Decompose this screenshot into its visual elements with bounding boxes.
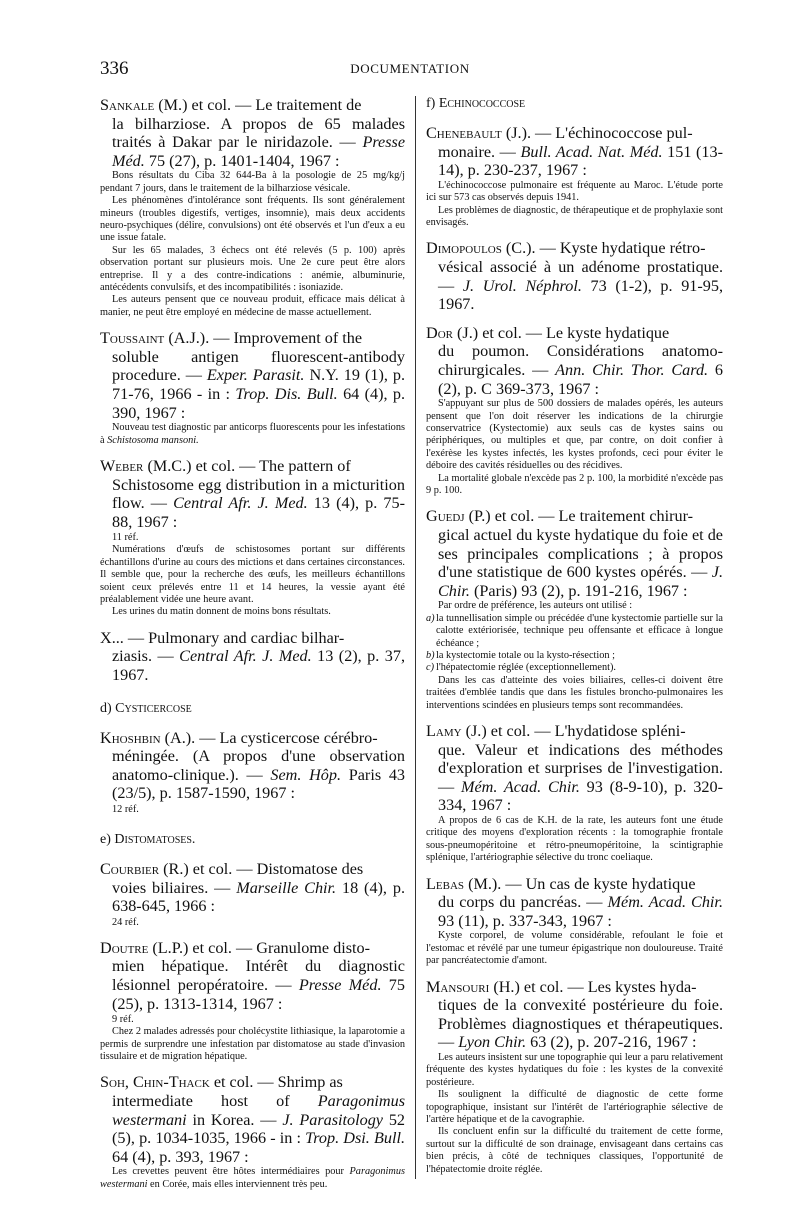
reference-count: 12 réf. xyxy=(112,804,139,815)
reference-entry xyxy=(100,1073,405,1191)
reference-count: 11 réf. xyxy=(112,532,139,544)
reference-entry xyxy=(100,96,405,319)
journal-name: J. Urol. Néphrol. xyxy=(462,276,582,295)
abstract: Nouveau test diagnostic par anticorps fluorescents pour les infestations à Schistosoma mansoni. xyxy=(100,422,405,446)
author: Doutre xyxy=(100,938,149,957)
list-item: b)la kystectomie totale ou la kysto-résection ; xyxy=(426,650,615,661)
journal-name: Presse Méd. xyxy=(112,133,406,170)
article-title: voies biliaires. — xyxy=(112,878,231,897)
article-title: gical actuel du kyste hydatique du foie et de ses principales complications ; à propos d'une statistique de 600 kystes opérés. — xyxy=(438,526,723,582)
author: X... xyxy=(100,628,124,647)
author: Soh, Chin-Thack xyxy=(100,1073,210,1092)
section-heading: e) Distomatoses. xyxy=(100,832,196,847)
left-column xyxy=(100,96,405,1201)
abstract: Les auteurs insistent sur une topographie qui leur a paru relativement fréquente des kystes hydatiques du foie : les kystes de la convexité postérieure. Ils soulignent la difficulté de diagnostic de cette forme topographique, insistant sur l'intérêt de l'artériographie sélective de l'artère hépatique et de la cavographie. Ils concluent enfin sur la difficulté du traitement de cette forme, surtout sur la difficulté de son drainage, envisageant dans certains cas bien précis, à côté de techniques classiques, l'opportunité de l'hépatectomie droite réglée. xyxy=(426,1052,723,1175)
abstract: Kyste corporel, de volume considérable, refoulant le foie et l'estomac et révélé par une tumeur épigastrique non douloureuse. Traité par pancréatectomie d'amont. xyxy=(426,930,723,967)
citation: Dimopoulos (C.). — Kyste hydatique rétro- vésical associé à un adénome prostatique. — J. Urol. Néphrol. 73 (1-2), p. 91-95, 1967. xyxy=(426,239,724,314)
running-title: DOCUMENTATION xyxy=(350,61,470,76)
reference-entry xyxy=(100,729,405,816)
article-title: soluble antigen fluorescent-antibody procedure. — xyxy=(112,347,405,385)
page-header xyxy=(100,58,720,82)
reference-count: 9 réf. xyxy=(112,1014,134,1026)
journal-name: Presse Méd. xyxy=(298,975,382,994)
citation: Doutre (L.P.) et col. — Granulome disto- mien hépatique. Intérêt du diagnostic lésionnel peropératoire. — Presse Méd. 75 (25), p. 1313-1314, 1967 : xyxy=(100,938,405,1013)
reference-entry xyxy=(100,629,405,685)
abstract: L'échinococcose pulmonaire est fréquente au Maroc. L'étude porte ici sur 573 cas observés depuis 1941. Les problèmes de diagnostic, de thérapeutique et de prophylaxie sont envisagés. xyxy=(426,179,723,228)
list-item: a)la tunnellisation simple ou précédée d'une kystectomie partielle sur la calotte extériorisée, technique peu offensante et efficace à longue échéance ; xyxy=(426,612,723,649)
citation: Lamy (J.) et col. — L'hydatidose spléni- que. Valeur et indications des méthodes d'exploration et surprises de l'investigation. — Mém. Acad. Chir. 93 (8-9-10), p. 320-334, 1967 : xyxy=(426,722,723,815)
author: Sankale xyxy=(100,96,155,114)
abstract: S'appuyant sur plus de 500 dossiers de malades opérés, les auteurs pensent que l'on doit réserver les indications de la chirurgie conservatrice (Kystectomie) aux seuls cas de kystes sains ou périphériques, ou multiples et que, par contre, on doit confier à l'exérèse les kystes infectés, les kystes profonds, ceci pour éviter le déboire des cavités résiduelles ou des récidives. La mortalité globale n'excède pas 2 p. 100, la morbidité n'excède pas 9 p. 100. xyxy=(426,398,723,496)
citation: Weber (M.C.) et col. — The pattern of Schistosome egg distribution in a micturition flow. — Central Afr. J. Med. 13 (4), p. 75-88, 1967 : xyxy=(100,457,406,531)
article-title: du corps du pancréas. — xyxy=(438,893,603,912)
article-title: vésical associé à un adénome prostatique. — xyxy=(438,258,723,295)
journal-name: Central Afr. J. Med. xyxy=(179,647,312,666)
citation: Mansouri (H.) et col. — Les kystes hyda- tiques de la convexité postérieure du foie. Problèmes diagnostiques et thérapeutiques. — Lyon Chir. 63 (2), p. 207-216, 1967 : xyxy=(426,977,723,1052)
journal-name: Exper. Parasit. xyxy=(206,366,305,385)
citation: Courbier (R.) et col. — Distomatose des voies biliaires. — Marseille Chir. 18 (4), p. 638-645, 1966 : xyxy=(100,860,406,916)
abstract: Bons résultats du Ciba 32 644-Ba à la posologie de 25 mg/kg/j pendant 7 jours, dans le traitement de la bilharziose vésicale. Les phénomènes d'intolérance sont fréquents. Ils sont généralement mineurs (troubles digestifs, vertiges, insomnie), mais deux accidents neuro-psychiques (délire, convulsions) ont été observés et l'un d'eux a eu une issue fatale. Sur les 65 malades, 3 échecs ont été relevés (5 p. 100) après observation portant sur plusieurs mois. Une 2e cure peut être alors entreprise. Il y a des contre-indications : anémie, albuminurie, antécédents convulsifs, et des incompatibilités : isoniazide. Les auteurs pensent que ce nouveau produit, efficace mais délicat à manier, ne peut être employé en médecine de masse actuellement. xyxy=(100,170,405,318)
author: Toussaint xyxy=(100,329,165,348)
reference-count: 24 réf. xyxy=(112,916,139,928)
citation: Khoshbin (A.). — La cysticercose cérébro- méningée. (A propos d'une observation anatomo-clinique.). — Sem. Hôp. Paris 43 (23/5), p. 1587-1590, 1967 : xyxy=(100,728,406,803)
article-title: la bilharziose. A propos de 65 malades traités à Dakar par le niridazole. — xyxy=(112,114,405,152)
reference-entry xyxy=(426,978,723,1176)
journal-name: J. Parasitology xyxy=(282,1110,383,1129)
author: Dor xyxy=(426,323,453,342)
author: Courbier xyxy=(100,860,160,878)
right-column xyxy=(426,96,723,1186)
journal-name: Bull. Acad. Nat. Méd. xyxy=(520,142,663,161)
article-title: que. Valeur et indications des méthodes d'exploration et surprises de l'investigation. — xyxy=(438,740,723,796)
reference-entry xyxy=(426,324,723,498)
journal-name: Mém. Acad. Chir. xyxy=(607,893,723,912)
author: Khoshbin xyxy=(100,728,161,747)
reference-entry xyxy=(426,507,723,712)
article-title: Schistosome egg distribution in a micturition flow. — xyxy=(112,475,405,513)
column-rule xyxy=(415,96,416,1179)
abstract: Chez 2 malades adressés pour cholécystite lithiasique, la laparotomie a permis de surprendre une infestation par distomatose au stade d'invasion tissulaire et de migration hépatique. xyxy=(100,1026,405,1062)
reference-entry xyxy=(426,875,723,968)
article-title: tiques de la convexité postérieure du foie. Problèmes diagnostiques et thérapeutiques. — xyxy=(438,996,723,1052)
article-title: du poumon. Considérations anatomo-chirurgicales. — xyxy=(438,342,723,379)
page-number: 336 xyxy=(100,58,129,79)
journal-name: Marseille Chir. xyxy=(236,878,337,897)
reference-entry xyxy=(100,860,405,929)
journal-name: J. Chir. xyxy=(438,563,723,600)
citation: Lebas (M.). — Un cas de kyste hydatique du corps du pancréas. — Mém. Acad. Chir. 93 (11), p. 337-343, 1967 : xyxy=(426,874,723,930)
journal-name: Trop. Dis. Bull. xyxy=(235,385,338,404)
abstract: A propos de 6 cas de K.H. de la rate, les auteurs font une étude critique des moyens d'exploration récents : la tomographie frontale sous-pneumopéritoine et rétro-pneumopéritoine, la scintigraphie splénique, l'artériographie sélective du tronc coeliaque. xyxy=(426,815,723,864)
reference-entry xyxy=(426,239,723,313)
journal-name: Central Afr. J. Med. xyxy=(173,494,308,513)
author: Lamy xyxy=(426,722,462,741)
author: Mansouri xyxy=(426,977,490,996)
journal-name: Trop. Dsi. Bull. xyxy=(305,1129,406,1148)
citation: Chenebault (J.). — L'échinococcose pul- monaire. — Bull. Acad. Nat. Méd. 151 (13-14), p. 230-237, 1967 : xyxy=(426,124,724,180)
author: Dimopoulos xyxy=(426,239,502,258)
author: Guedj xyxy=(426,507,465,526)
reference-entry xyxy=(426,124,723,229)
section-heading: d) Cysticercose xyxy=(100,700,192,716)
section-heading: f) Echinococcose xyxy=(426,96,526,111)
abstract: Par ordre de préférence, les auteurs ont utilisé : a)la tunnellisation simple ou précédée d'une kystectomie partielle sur la calotte extériorisée, technique peu offensante et efficace à longue échéance ; b)la kystectomie totale ou la kysto-résection ; c) l'hépatectomie réglée (exceptionnellement). Dans les cas d'atteinte des voies biliaires, celles-ci doivent être traitées d'emblée tandis que dans les fistules broncho-pulmonaires les interventions scindées en plusieurs temps sont recommandées. xyxy=(426,600,723,711)
journal-name: Mém. Acad. Chir. xyxy=(460,777,580,796)
abstract: Numérations d'œufs de schistosomes portant sur différents échantillons d'urine au cours des mictions et dans certaines circonstances. Il semble que, pour la recherche des œufs, les meilleurs échantillons soient ceux prélevés entre 11 et 14 heures, la vessie ayant été préalablement vidée une heure avant. Les urines du matin donnent de moins bons résultats. xyxy=(100,544,405,618)
journal-name: Ann. Chir. Thor. Card. xyxy=(555,360,709,379)
citation: Sankale (M.) et col. — Le traitement de la bilharziose. A propos de 65 malades traités à Dakar par le niridazole. — Presse Méd. 75 (27), p. 1401-1404, 1967 : xyxy=(100,96,406,170)
article-title: méningée. (A propos d'une observation anatomo-clinique.). — xyxy=(112,747,405,784)
citation: Soh, Chin-Thack et col. — Shrimp as intermediate host of Paragonimus westermani in Korea. — J. Parasitology 52 (5), p. 1034-1035, 1966 - in : Trop. Dsi. Bull. 64 (4), p. 393, 1967 : xyxy=(100,1073,406,1166)
article-title: ziasis. — xyxy=(112,647,174,666)
reference-entry xyxy=(100,939,405,1064)
reference-entry xyxy=(100,329,405,447)
citation: Guedj (P.) et col. — Le traitement chirur- gical actuel du kyste hydatique du foie et de ses principales complications ; à propos d'une statistique de 600 kystes opérés. — J. Chir. (Paris) 93 (2), p. 191-216, 1967 : xyxy=(426,507,723,600)
journal-name: Lyon Chir. xyxy=(458,1033,527,1052)
list-item: c) l'hépatectomie réglée (exceptionnellement). xyxy=(426,662,616,674)
citation: Dor (J.) et col. — Le kyste hydatique du poumon. Considérations anatomo-chirurgicales. — Ann. Chir. Thor. Card. 6 (2), p. C 369-373, 1967 : xyxy=(426,323,724,398)
citation: X... — Pulmonary and cardiac bilhar- ziasis. — Central Afr. J. Med. 13 (2), p. 37, 1967. xyxy=(100,628,406,685)
reference-entry xyxy=(100,457,405,619)
article-title: monaire. — xyxy=(438,142,516,161)
author: Lebas xyxy=(426,874,465,893)
abstract: Les crevettes peuvent être hôtes intermédiaires pour Paragonimus westermani en Corée, mais elles interviennent très peu. xyxy=(100,1166,405,1190)
author: Chenebault xyxy=(426,124,502,142)
author: Weber xyxy=(100,457,144,476)
citation: Toussaint (A.J.). — Improvement of the soluble antigen fluorescent-antibody procedure. — Exper. Parasit. N.Y. 19 (1), p. 71-76, 1966 - in : Trop. Dis. Bull. 64 (4), p. 390, 1967 : xyxy=(100,329,406,422)
journal-name: Sem. Hôp. xyxy=(270,765,342,784)
reference-entry xyxy=(426,722,723,865)
article-title: mien hépatique. Intérêt du diagnostic lésionnel peropératoire. — xyxy=(112,957,405,994)
